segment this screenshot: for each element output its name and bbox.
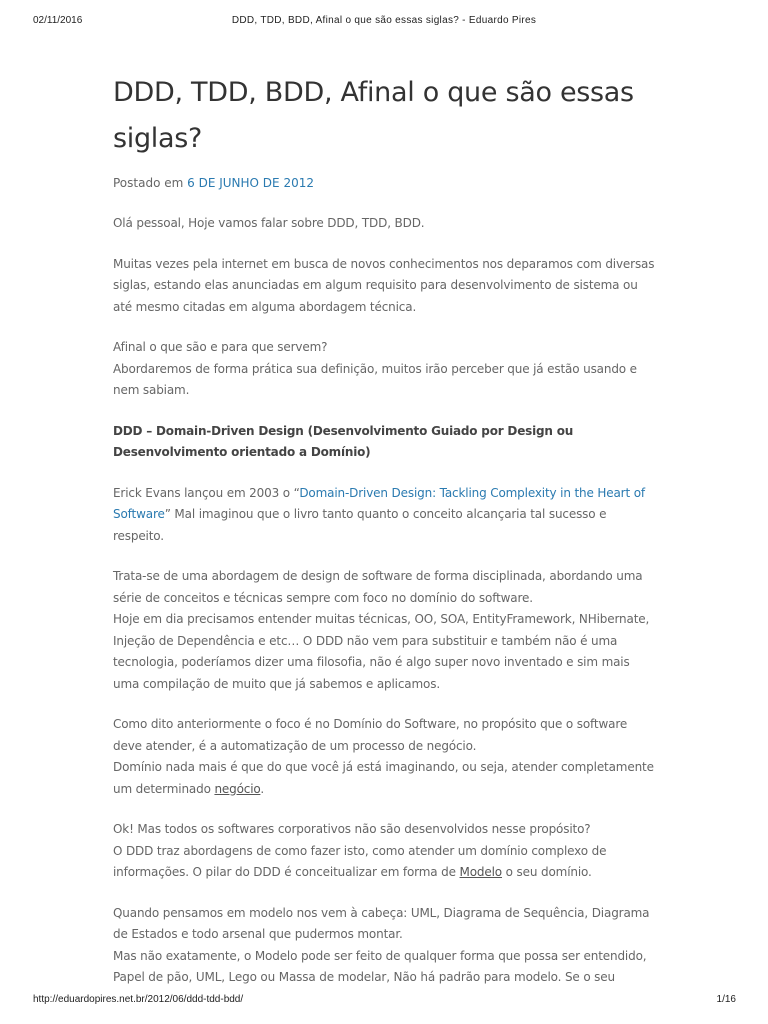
post-meta — [113, 174, 658, 192]
paragraph-modelo-b: Mas não exatamente, o Modelo pode ser feito de qualquer forma que possa ser entendido, Papel de pão, UML, Lego ou Massa de modelar, Não há padrão para modelo. Se o seu — [113, 948, 647, 984]
article — [113, 70, 658, 1008]
print-header — [0, 4, 768, 26]
section-heading-ddd: DDD – Domain-Driven Design (Desenvolvimento Guiado por Design ou Desenvolvimento orientado a Domínio) — [113, 423, 574, 459]
paragraph-intro: Olá pessoal, Hoje vamos falar sobre DDD, TDD, BDD. — [113, 216, 425, 230]
paragraph-ok-b-after: o seu domínio. — [502, 865, 592, 879]
paragraph-afinal — [113, 337, 658, 402]
paragraph-evans — [113, 483, 658, 548]
paragraph-abordagem-a: Trata-se de uma abordagem de design de software de forma disciplinada, abordando uma série de conceitos e técnicas sempre com foco no domínio do software. — [113, 569, 643, 605]
term-negocio: negócio — [214, 781, 261, 796]
print-footer — [0, 992, 768, 1008]
paragraph-abordagem-b: Hoje em dia precisamos entender muitas técnicas, OO, SOA, EntityFramework, NHibernate, Injeção de Dependência e etc… O DDD não vem para substituir e também não é uma tecnologia, poderíamos dizer uma filosofia, não é algo super novo inventado e sim mais uma compilação de muito que já sabemos e aplicamos. — [113, 612, 650, 691]
paragraph-evans-after: ” Mal imaginou que o livro tanto quanto o conceito alcançaria tal sucesso e respeito. — [113, 507, 607, 543]
paragraph-ok-a: Ok! Mas todos os softwares corporativos não são desenvolvidos nesse propósito? — [113, 822, 591, 836]
paragraph-ok-b-before: O DDD traz abordagens de como fazer isto, como atender um domínio complexo de informações. O pilar do DDD é conceitualizar em forma de — [113, 843, 607, 879]
paragraph-modelo — [113, 903, 658, 989]
paragraph-dominio-a: Como dito anteriormente o foco é no Domínio do Software, no propósito que o software deve atender, é a automatização de um processo de negócio. — [113, 717, 628, 753]
paragraph-abordagem — [113, 566, 658, 695]
term-modelo: Modelo — [459, 865, 503, 879]
paragraph-afinal-question: Afinal o que são e para que servem? — [113, 340, 328, 354]
posted-prefix: Postado em — [113, 176, 184, 190]
paragraph-afinal-answer: Abordaremos de forma prática sua definição, muitos irão perceber que já estão usando e nem sabiam. — [113, 361, 637, 397]
paragraph-dominio-b-after: . — [260, 781, 265, 796]
paragraph-siglas: Muitas vezes pela internet em busca de novos conhecimentos nos deparamos com diversas siglas, estando elas anunciadas em algum requisito para desenvolvimento de sistema ou até mesmo citadas em alguma abordagem técnica. — [113, 256, 655, 314]
paragraph-ok — [113, 819, 658, 884]
print-url: http://eduardopires.net.br/2012/06/ddd-tdd-bdd/ — [33, 994, 244, 1005]
paragraph-dominio-b-before: Domínio nada mais é que do que você já está imaginando, ou seja, atender completamente um determinado — [113, 760, 654, 796]
paragraph-evans-before: Erick Evans lançou em 2003 o “ — [113, 485, 300, 500]
paragraph-modelo-a: Quando pensamos em modelo nos vem à cabeça: UML, Diagrama de Sequência, Diagrama de Estados e todo arsenal que pudermos montar. — [113, 905, 650, 941]
article-title: DDD, TDD, BDD, Afinal o que são essas siglas? — [113, 77, 634, 154]
print-doc-title: DDD, TDD, BDD, Afinal o que são essas siglas? - Eduardo Pires — [231, 15, 537, 26]
paragraph-dominio — [113, 714, 658, 800]
print-page-number: 1/16 — [716, 994, 736, 1005]
post-date-link[interactable]: 6 DE JUNHO DE 2012 — [187, 176, 314, 190]
book-link[interactable]: Domain-Driven Design: Tackling Complexity in the Heart of Software — [113, 485, 645, 521]
print-date: 02/11/2016 — [33, 15, 83, 26]
